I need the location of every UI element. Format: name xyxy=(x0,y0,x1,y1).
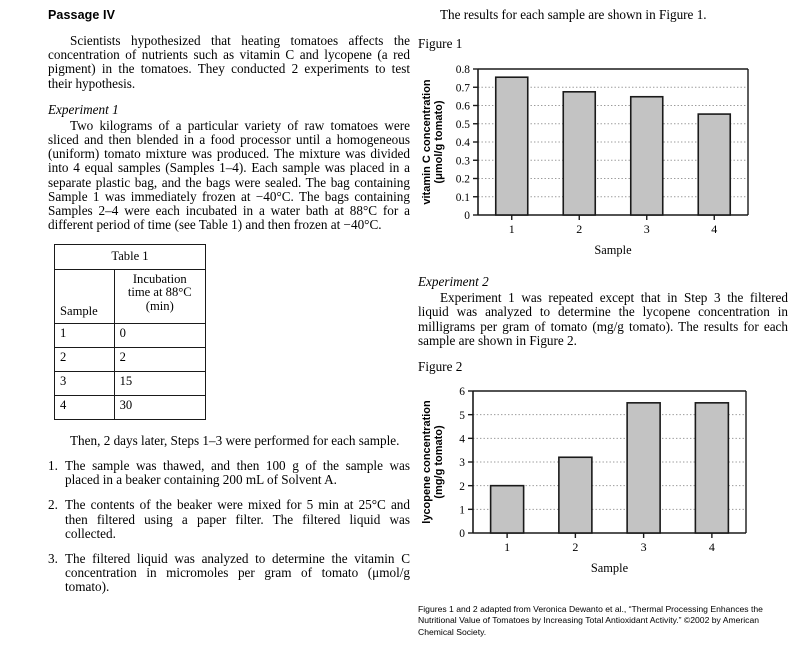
x-axis-label: Sample xyxy=(594,243,632,258)
step-number: 2. xyxy=(48,497,58,513)
procedure-steps-list xyxy=(48,459,410,595)
passage-intro-paragraph: Scientists hypothesized that heating tomatoes affects the concentration of nutrients such as vitamin C and lycopene (a red pigment) in the tomatoes. They conducted 2 experiments to test their hypothesis. xyxy=(48,33,410,91)
x-axis-tick-label: 1 xyxy=(504,540,511,555)
figure-1-svg xyxy=(418,55,788,260)
left-column xyxy=(48,8,410,606)
table-1 xyxy=(54,244,206,419)
step-number: 1. xyxy=(48,458,58,474)
table-cell-sample: 4 xyxy=(55,395,115,419)
table-row xyxy=(55,347,206,371)
step-text: The filtered liquid was analyzed to determine the vitamin C concentration in micromoles per gram of tomato (μmol/g tomato). xyxy=(65,551,410,595)
table-cell-sample: 2 xyxy=(55,347,115,371)
x-axis-tick-label: 1 xyxy=(508,222,515,237)
bar xyxy=(627,403,660,533)
y-axis-tick-label: 2 xyxy=(459,480,465,493)
experiment-2-heading: Experiment 2 xyxy=(418,274,489,290)
x-axis-tick-label: 3 xyxy=(640,540,647,555)
x-axis-tick-label: 4 xyxy=(708,540,715,555)
table-header-incubation-line1: Incubation xyxy=(132,271,187,286)
figure-1-label: Figure 1 xyxy=(418,36,463,52)
table-header-incubation xyxy=(114,269,205,323)
figure-2-label: Figure 2 xyxy=(418,359,463,375)
figure-2-chart xyxy=(418,378,788,578)
y-axis-tick-label: 0.5 xyxy=(455,119,470,132)
table-cell-time: 15 xyxy=(114,371,205,395)
table-row-header xyxy=(55,269,206,323)
table-cell-sample: 1 xyxy=(55,323,115,347)
x-axis-tick-label: 2 xyxy=(572,540,579,555)
steps-intro-paragraph: Then, 2 days later, Steps 1–3 were performed for each sample. xyxy=(70,432,400,448)
figure-1-chart xyxy=(418,55,788,260)
y-axis-tick-label: 0.2 xyxy=(455,173,470,186)
table-1-wrapper xyxy=(54,244,206,419)
table-row-title xyxy=(55,245,206,269)
y-axis-tick-label: 0.6 xyxy=(455,100,470,113)
step-text: The contents of the beaker were mixed for 5 min at 25°C and then filtered using a paper filter. The filtered liquid was collected. xyxy=(65,497,410,541)
figure-1-results-sentence: The results for each sample are shown in Figure 1. xyxy=(440,7,707,22)
experiment-1-paragraph: Two kilograms of a particular variety of raw tomatoes were sliced and then blended in a food processor until a homogeneous (uniform) tomato mixture was produced. The mixture was divided into 4 equal samples (Samples 1–4). Each sample was placed in a separate plastic bag, and the bags were sealed. The bag containing Sample 1 was immediately frozen at −40°C. The bags containing Samples 2–4 were each incubated in a water bath at 88°C for a different period of time (see Table 1) and then frozen at −40°C. xyxy=(48,117,410,233)
x-axis-tick-label: 2 xyxy=(576,222,583,237)
table-row xyxy=(55,395,206,419)
page-title: Passage IV xyxy=(48,8,116,22)
list-item xyxy=(48,552,410,595)
y-axis-tick-label: 4 xyxy=(459,433,465,446)
table-header-sample: Sample xyxy=(55,269,115,323)
table-cell-time: 30 xyxy=(114,395,205,419)
table-header-incubation-line3: (min) xyxy=(145,298,174,313)
x-axis-label: Sample xyxy=(590,561,629,576)
y-axis-tick-label: 0 xyxy=(459,528,465,541)
bar xyxy=(491,486,524,533)
y-axis-tick-label: 0 xyxy=(464,210,470,223)
bar xyxy=(698,114,730,215)
experiment-1-heading: Experiment 1 xyxy=(48,101,119,117)
step-text: The sample was thawed, and then 100 g of the sample was placed in a beaker containing 200 mL of Solvent A. xyxy=(65,458,410,488)
right-column xyxy=(418,8,788,578)
bar xyxy=(496,77,528,215)
y-axis-label-line1: lycopene concentration xyxy=(421,400,433,524)
y-axis-tick-label: 0.1 xyxy=(455,192,470,205)
figure-2-svg xyxy=(418,378,788,578)
bar xyxy=(631,97,663,215)
experiment-2-paragraph: Experiment 1 was repeated except that in Step 3 the filtered liquid was analyzed to determine the lycopene concentration in milligrams per gram of tomato (mg/g tomato). The results for each sample are shown in Figure 2. xyxy=(418,290,788,348)
table-header-incubation-line2: time at 88°C xyxy=(127,285,192,300)
table-row xyxy=(55,323,206,347)
y-axis-tick-label: 5 xyxy=(459,409,465,422)
figure-credit-note: Figures 1 and 2 adapted from Veronica Dewanto et al., “Thermal Processing Enhances the Nutritional Value of Tomatoes by Increasing Total Antioxidant Activity.” ©2002 by American Chemical Society. xyxy=(418,604,763,637)
table-cell-time: 0 xyxy=(114,323,205,347)
y-axis-label-line1: vitamin C concentration xyxy=(421,79,433,205)
y-axis-tick-label: 0.4 xyxy=(455,137,470,150)
y-axis-label-line2: (μmol/g tomato) xyxy=(433,100,445,184)
step-number: 3. xyxy=(48,551,58,567)
table-1-title: Table 1 xyxy=(55,245,206,269)
list-item xyxy=(48,459,410,487)
y-axis-label-line2: (mg/g tomato) xyxy=(433,425,445,499)
y-axis-tick-label: 1 xyxy=(459,504,465,517)
table-cell-time: 2 xyxy=(114,347,205,371)
y-axis-tick-label: 0.3 xyxy=(455,155,470,168)
table-cell-sample: 3 xyxy=(55,371,115,395)
bar xyxy=(563,92,595,215)
y-axis-tick-label: 6 xyxy=(459,386,465,399)
list-item xyxy=(48,498,410,541)
y-axis-tick-label: 3 xyxy=(459,457,465,470)
table-row xyxy=(55,371,206,395)
x-axis-tick-label: 4 xyxy=(711,222,718,237)
bar xyxy=(559,457,592,533)
y-axis-tick-label: 0.7 xyxy=(455,82,470,95)
bar xyxy=(695,403,728,533)
x-axis-tick-label: 3 xyxy=(643,222,650,237)
y-axis-tick-label: 0.8 xyxy=(455,64,470,77)
